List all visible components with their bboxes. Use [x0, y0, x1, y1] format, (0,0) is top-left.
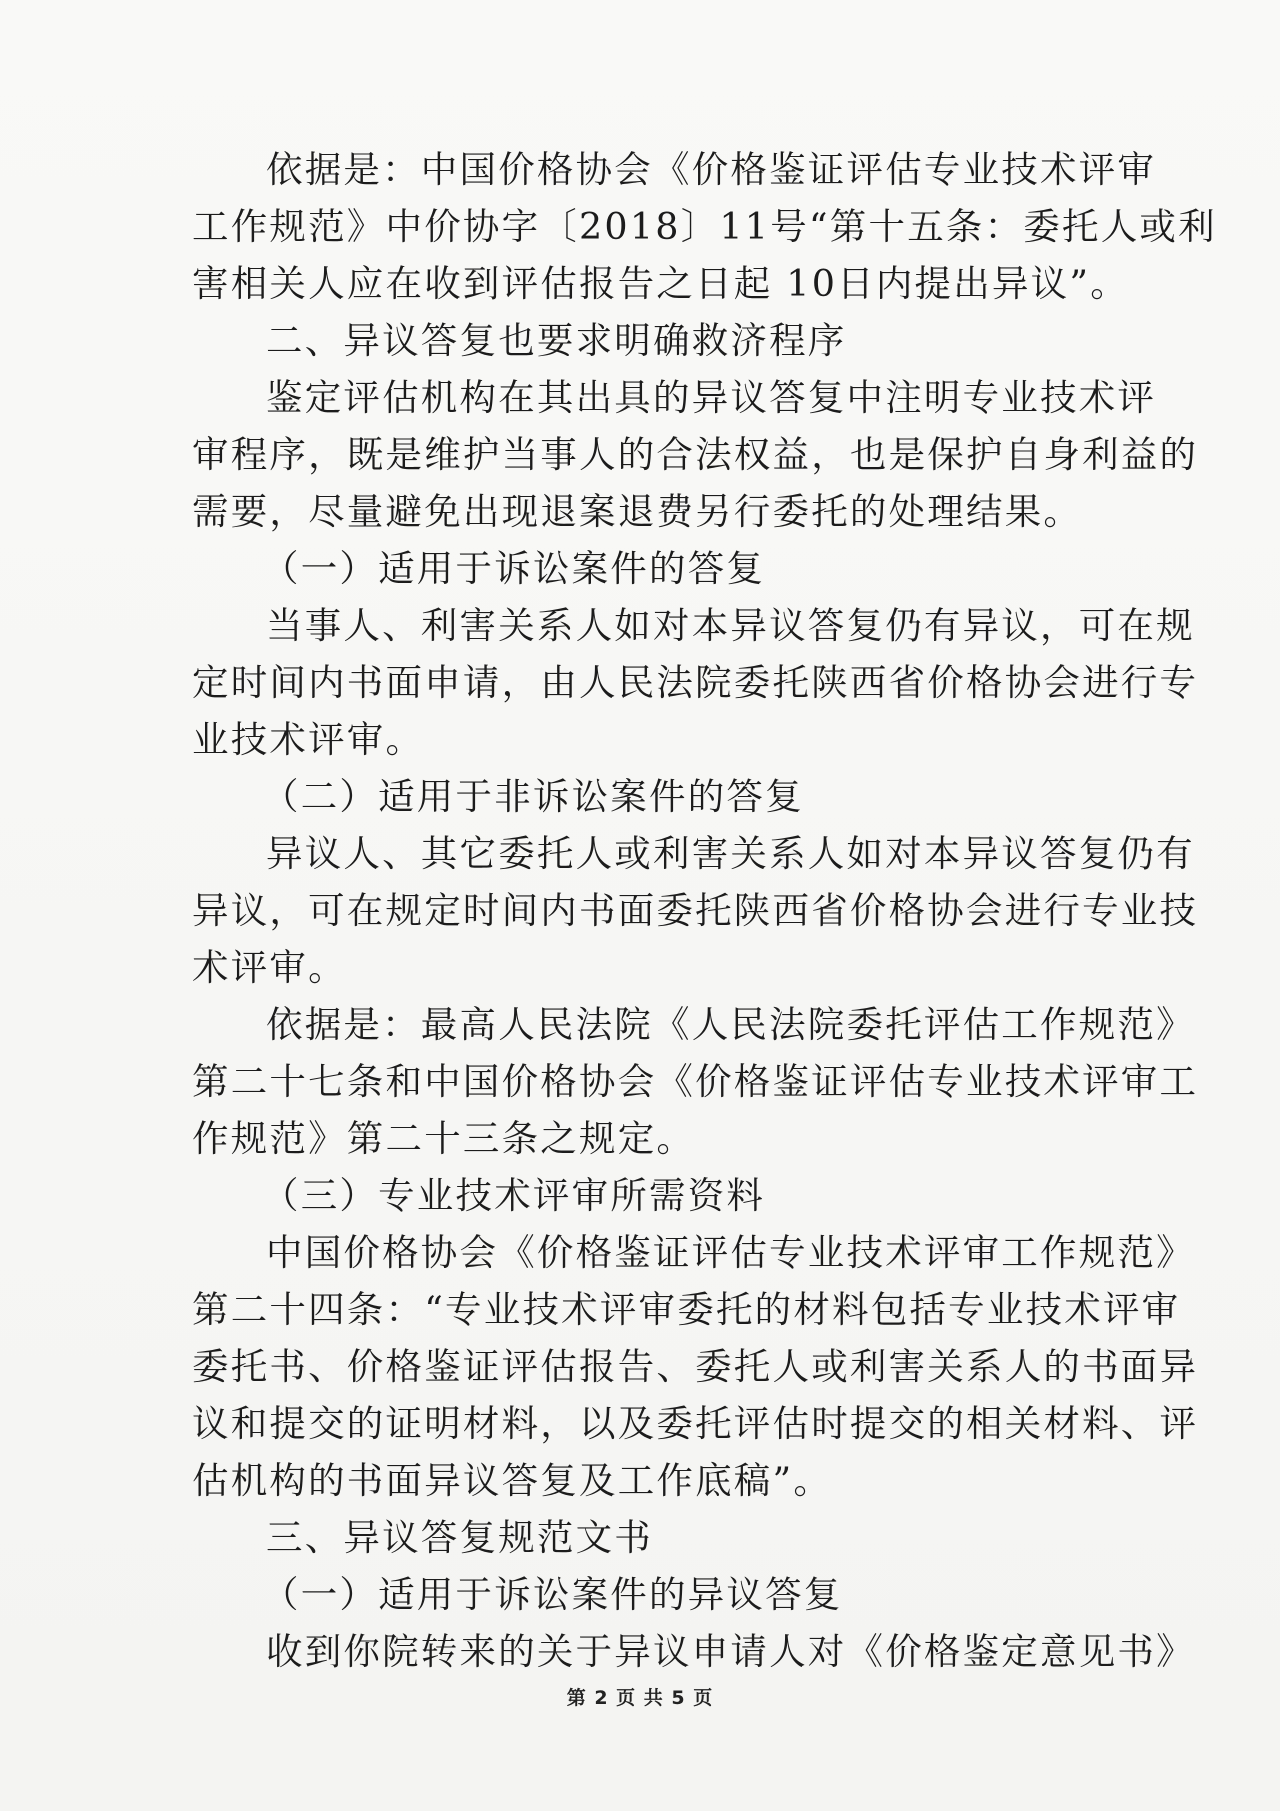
body-text-line: 术评审。 [192, 946, 347, 989]
body-text-line: 作规范》第二十三条之规定。 [192, 1117, 696, 1160]
body-text-line: 审程序，既是维护当事人的合法权益，也是保护自身利益的 [192, 433, 1199, 476]
subsection-heading: （一）适用于诉讼案件的答复 [262, 547, 766, 590]
body-text-line: 当事人、利害关系人如对本异议答复仍有异议，可在规 [266, 604, 1195, 647]
subsection-heading: （二）适用于非诉讼案件的答复 [262, 775, 804, 818]
body-text-line: 异议人、其它委托人或利害关系人如对本异议答复仍有 [266, 832, 1195, 875]
body-text-line: 议和提交的证明材料，以及委托评估时提交的相关材料、评 [192, 1402, 1199, 1445]
body-text-line: 害相关人应在收到评估报告之日起 10日内提出异议”。 [192, 262, 1129, 305]
subsection-heading: （三）专业技术评审所需资料 [262, 1174, 766, 1217]
body-text-line: 收到你院转来的关于异议申请人对《价格鉴定意见书》 [266, 1630, 1195, 1673]
body-text-line: 依据是：中国价格协会《价格鉴证评估专业技术评审 [266, 148, 1157, 191]
body-text-line: 估机构的书面异议答复及工作底稿”。 [192, 1459, 833, 1502]
page-number-footer: 第 2 页 共 5 页 [566, 1687, 714, 1709]
body-text-line: 异议，可在规定时间内书面委托陕西省价格协会进行专业技 [192, 889, 1199, 932]
body-text-line: 定时间内书面申请，由人民法院委托陕西省价格协会进行专 [192, 661, 1199, 704]
section-heading: 三、异议答复规范文书 [266, 1516, 653, 1559]
section-heading: 二、异议答复也要求明确救济程序 [266, 319, 847, 362]
body-text-line: 第二十四条：“专业技术评审委托的材料包括专业技术评审 [192, 1288, 1181, 1331]
body-text-line: 业技术评审。 [192, 718, 425, 761]
body-text-line: 依据是：最高人民法院《人民法院委托评估工作规范》 [266, 1003, 1195, 1046]
body-text-line: 中国价格协会《价格鉴证评估专业技术评审工作规范》 [266, 1231, 1195, 1274]
body-text-line: 委托书、价格鉴证评估报告、委托人或利害关系人的书面异 [192, 1345, 1199, 1388]
subsection-heading: （一）适用于诉讼案件的异议答复 [262, 1573, 843, 1616]
body-text-line: 需要，尽量避免出现退案退费另行委托的处理结果。 [192, 490, 1083, 533]
body-text-line: 工作规范》中价协字〔2018〕11号“第十五条：委托人或利 [192, 205, 1217, 248]
body-text-line: 第二十七条和中国价格协会《价格鉴证评估专业技术评审工 [192, 1060, 1199, 1103]
body-text-line: 鉴定评估机构在其出具的异议答复中注明专业技术评 [266, 376, 1157, 419]
